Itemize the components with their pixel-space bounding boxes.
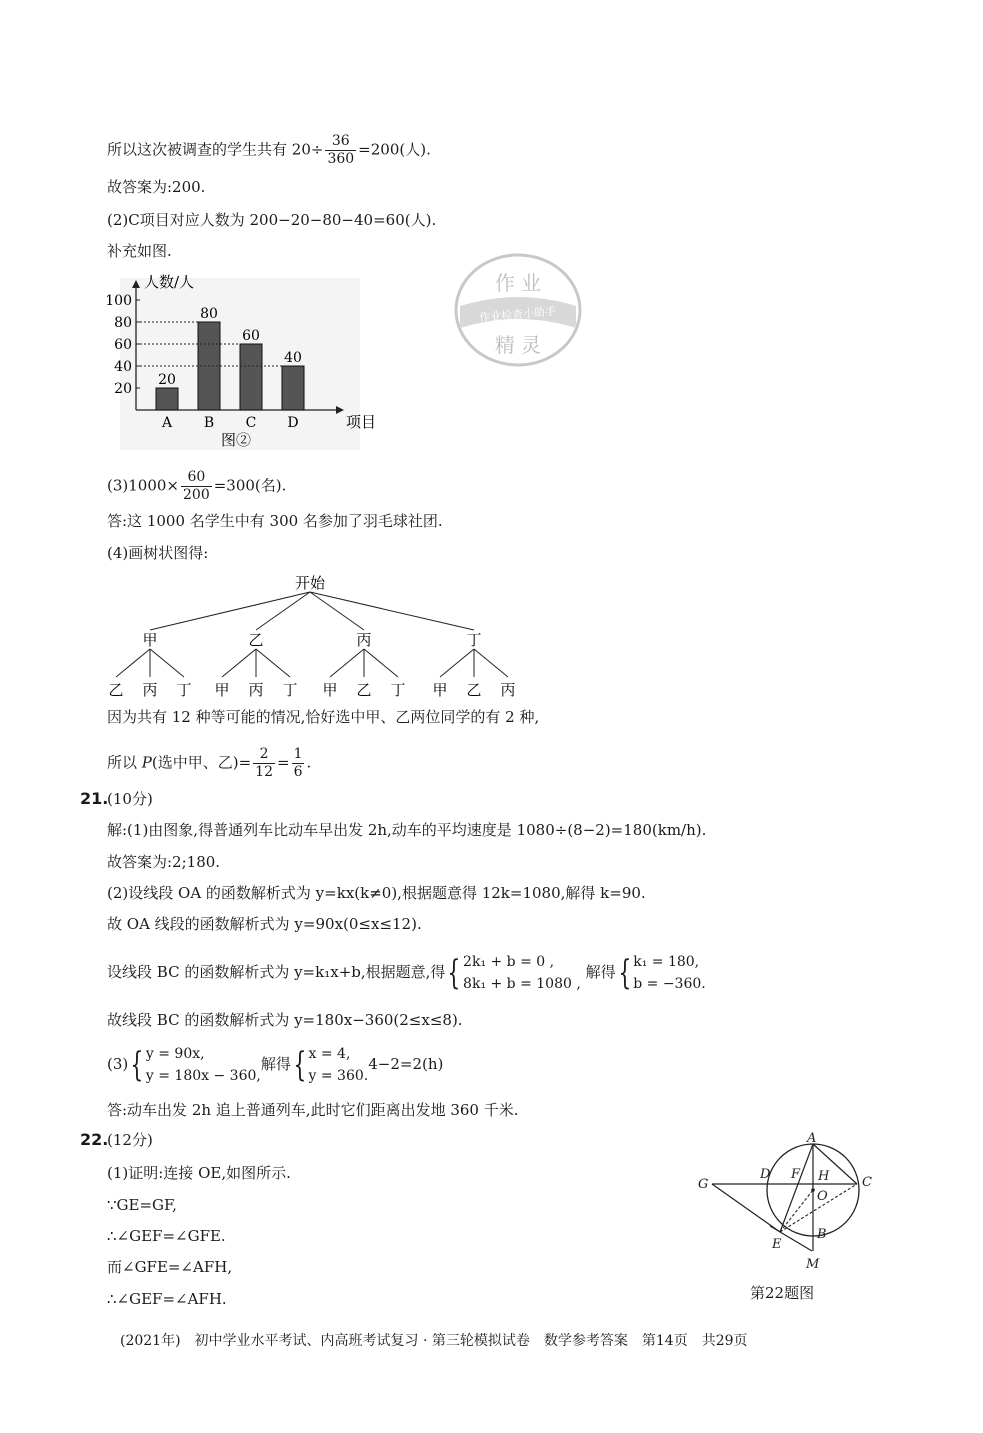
fraction: $\frac{36}{360}$ [327,133,355,167]
text-line: (2)C项目对应人数为 200−20−80−40=60(人). [107,211,437,229]
bar-chart [100,268,377,453]
tree-edge [364,649,398,677]
tree-leaf: 丁 [390,681,406,699]
bar [156,388,178,410]
tree-leaf: 丁 [176,681,192,699]
point-label: F [791,1167,801,1182]
bar-value-label: 20 [158,372,176,388]
category-label: A [161,415,173,431]
text-line: ∴∠GEF=∠AFH. [107,1290,227,1308]
tree-edge [222,649,256,677]
tree-leaf: 丙 [248,681,264,699]
text-line: 故答案为:2;180. [107,853,221,871]
text-line: 故答案为:200. [107,178,206,196]
tree-leaf: 甲 [432,681,448,699]
tree-edge [474,649,508,677]
point-label: D [760,1167,771,1182]
tree-leaf: 乙 [466,681,482,699]
category-label: B [203,415,215,431]
y-tick-label: 80 [114,315,132,331]
tree-branch: 甲 [142,631,158,649]
text-line: 因为共有 12 种等可能的情况,恰好选中甲、乙两位同学的有 2 种, [107,708,540,726]
tree-diagram [100,570,540,700]
category-label: C [245,415,257,431]
tree-leaf: 甲 [214,681,230,699]
stamp-middle: 作业检查小助手 [478,304,557,325]
y-tick-label: 40 [114,359,132,375]
text-line: 而∠GFE=∠AFH, [107,1258,233,1276]
y-tick-label: 20 [114,381,132,397]
y-axis-label: 人数/人 [144,273,195,291]
question-score: (10分) [107,790,153,808]
point-label: H [818,1169,830,1184]
text-line: 设线段 BC 的函数解析式为 y=k₁x+b,根据题意,得{ 2k₁ + b = 0 , 8k₁ + b = 1080 , 解得{ k₁ = 180, b = −360. [107,953,706,993]
bar-value-label: 60 [242,328,260,344]
text-line: 答:动车出发 2h 追上普通列车,此时它们距离出发地 360 千米. [107,1101,519,1119]
text-line: 所以这次被调查的学生共有 20÷ $\frac{36}{360}$ =200(人). [107,133,431,167]
text-line: ∴∠GEF=∠GFE. [107,1227,226,1245]
point-label: G [698,1177,709,1192]
tree-leaf: 丙 [500,681,516,699]
tree-edge [256,649,290,677]
tree-edge [150,592,310,630]
bar [282,366,304,410]
figure-caption: 第22题图 [750,1284,815,1302]
tree-branch: 丙 [356,631,372,649]
watermark-stamp [448,248,588,373]
text-line: 所以 P(选中甲、乙)= $\frac{2}{12}$ = $\frac{1}{6}$ . [107,746,312,780]
point-label: A [807,1131,817,1146]
tree-edge [330,649,364,677]
text-line: 补充如图. [107,242,172,260]
geometry-figure [690,1130,890,1305]
equation-system: k₁ = 180, b = −360. [633,954,706,992]
tree-edge [150,649,184,677]
question-score: (12分) [107,1131,153,1149]
y-tick-label: 60 [114,337,132,353]
text-line: (3){ y = 90x, y = 180x − 360, 解得{ x = 4, y = 360. 4−2=2(h) [107,1045,444,1085]
tree-branch: 乙 [248,631,264,649]
point-label: O [817,1189,828,1204]
question-number: 22. [80,1130,109,1149]
question-number: 21. [80,789,109,808]
text-line: (1)证明:连接 OE,如图所示. [107,1164,291,1182]
tree-leaf: 乙 [356,681,372,699]
stamp-bottom: 精 灵 [494,333,542,357]
point-label: M [806,1257,820,1272]
tree-leaf: 丙 [142,681,158,699]
text-line: 解:(1)由图象,得普通列车比动车早出发 2h,动车的平均速度是 1080÷(8−2)=180(km/h). [107,821,707,839]
fraction: $\frac{1}{6}$ [293,746,303,780]
point-label: E [772,1237,782,1252]
equation-system: y = 90x, y = 180x − 360, [145,1046,261,1084]
tree-root: 开始 [294,574,326,592]
text-line: ∵GE=GF, [107,1196,177,1214]
x-axis-label: 项目 [346,413,377,431]
bar-value-label: 40 [284,350,302,366]
text-line: (4)画树状图得: [107,544,209,562]
y-tick-label: 100 [105,293,132,309]
chart-caption: 图② [220,431,252,449]
tree-edge [116,649,150,677]
point-label: B [817,1227,827,1242]
point-label: C [862,1175,872,1190]
tree-leaf: 乙 [108,681,124,699]
bar [240,344,262,410]
text-line: 答:这 1000 名学生中有 300 名参加了羽毛球社团. [107,512,443,530]
tree-leaf: 丁 [282,681,298,699]
page-footer: (2021年) 初中学业水平考试、内高班考试复习 · 第三轮模拟试卷 数学参考答案 第14页 共29页 [120,1333,748,1349]
text-line: 故线段 BC 的函数解析式为 y=180x−360(2≤x≤8). [107,1011,463,1029]
stamp-top: 作 业 [494,271,542,295]
tree-edge [440,649,474,677]
fraction: $\frac{60}{200}$ [183,469,210,503]
equation-system: 2k₁ + b = 0 , 8k₁ + b = 1080 , [463,954,581,992]
equation-system: x = 4, y = 360. [308,1046,369,1084]
tree-edge [310,592,364,630]
fraction: $\frac{2}{12}$ [255,746,273,780]
tree-edge [310,592,474,630]
text-line: 故 OA 线段的函数解析式为 y=90x(0≤x≤12). [107,915,422,933]
bar-value-label: 80 [200,306,218,322]
tree-edge [256,592,310,630]
text-line: (2)设线段 OA 的函数解析式为 y=kx(k≠0),根据题意得 12k=1080,解得 k=90. [107,884,646,902]
text-line: (3)1000× $\frac{60}{200}$ =300(名). [107,469,287,503]
tree-leaf: 甲 [322,681,338,699]
tree-branch: 丁 [466,631,482,649]
category-label: D [287,415,299,431]
